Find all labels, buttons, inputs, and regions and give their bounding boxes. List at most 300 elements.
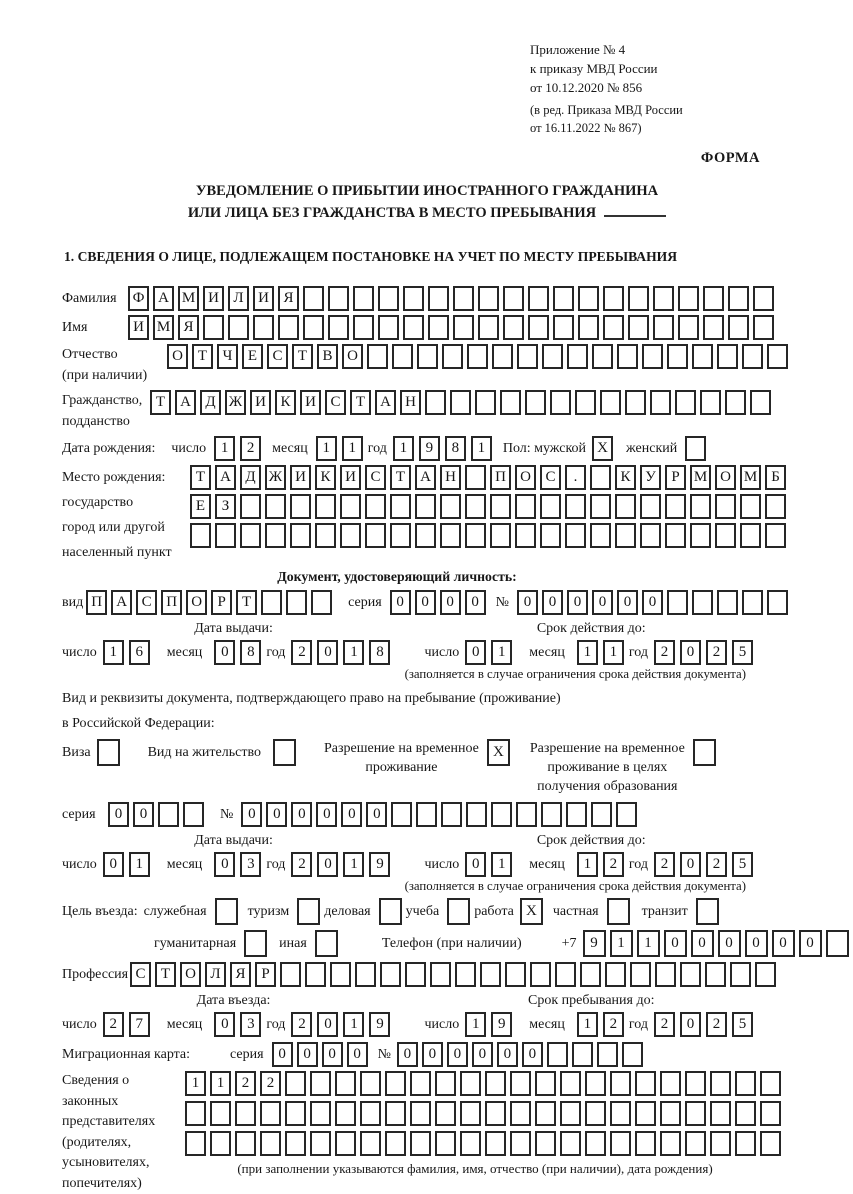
char-cell[interactable]: 6 xyxy=(129,640,150,665)
char-cell[interactable]: 2 xyxy=(706,1012,727,1037)
char-cell[interactable] xyxy=(572,1042,593,1067)
char-cell[interactable]: И xyxy=(250,390,271,415)
char-cell[interactable]: О xyxy=(515,465,536,490)
char-cell[interactable] xyxy=(403,286,424,311)
char-cell[interactable] xyxy=(578,315,599,340)
char-cell[interactable]: Т xyxy=(292,344,313,369)
char-cell[interactable] xyxy=(660,1101,681,1126)
char-cell[interactable] xyxy=(535,1101,556,1126)
char-cell[interactable] xyxy=(280,962,301,987)
char-cell[interactable] xyxy=(303,286,324,311)
char-cell[interactable] xyxy=(667,590,688,615)
char-cell[interactable]: 3 xyxy=(240,852,261,877)
char-cell[interactable]: 0 xyxy=(347,1042,368,1067)
char-cell[interactable]: 1 xyxy=(491,640,512,665)
char-cell[interactable] xyxy=(692,590,713,615)
char-cell[interactable]: И xyxy=(300,390,321,415)
char-cell[interactable]: К xyxy=(615,465,636,490)
char-cell[interactable] xyxy=(328,286,349,311)
char-cell[interactable]: 0 xyxy=(214,1012,235,1037)
char-cell[interactable] xyxy=(278,315,299,340)
char-cell[interactable]: 0 xyxy=(465,640,486,665)
char-cell[interactable] xyxy=(315,523,336,548)
char-cell[interactable] xyxy=(415,494,436,519)
char-cell[interactable] xyxy=(391,802,412,827)
char-cell[interactable] xyxy=(585,1071,606,1096)
char-cell[interactable] xyxy=(379,898,402,925)
char-cell[interactable]: Л xyxy=(228,286,249,311)
char-cell[interactable]: С xyxy=(136,590,157,615)
char-cell[interactable] xyxy=(465,465,486,490)
char-cell[interactable]: У xyxy=(640,465,661,490)
char-cell[interactable] xyxy=(390,494,411,519)
char-cell[interactable] xyxy=(740,523,761,548)
char-cell[interactable] xyxy=(435,1131,456,1156)
char-cell[interactable]: А xyxy=(375,390,396,415)
char-cell[interactable]: Е xyxy=(242,344,263,369)
char-cell[interactable] xyxy=(305,962,326,987)
char-cell[interactable]: 3 xyxy=(240,1012,261,1037)
char-cell[interactable]: Д xyxy=(240,465,261,490)
char-cell[interactable] xyxy=(367,344,388,369)
char-cell[interactable] xyxy=(640,494,661,519)
char-cell[interactable] xyxy=(550,390,571,415)
char-cell[interactable] xyxy=(285,1131,306,1156)
char-cell[interactable]: 5 xyxy=(732,852,753,877)
char-cell[interactable] xyxy=(447,898,470,925)
char-cell[interactable]: 2 xyxy=(240,436,261,461)
char-cell[interactable]: А xyxy=(175,390,196,415)
char-cell[interactable] xyxy=(385,1101,406,1126)
char-cell[interactable] xyxy=(826,930,849,957)
char-cell[interactable] xyxy=(710,1131,731,1156)
char-cell[interactable] xyxy=(503,315,524,340)
char-cell[interactable]: 0 xyxy=(617,590,638,615)
char-cell[interactable] xyxy=(728,315,749,340)
char-cell[interactable]: 0 xyxy=(397,1042,418,1067)
char-cell[interactable] xyxy=(585,1101,606,1126)
char-cell[interactable] xyxy=(725,390,746,415)
char-cell[interactable]: 9 xyxy=(491,1012,512,1037)
char-cell[interactable] xyxy=(547,1042,568,1067)
char-cell[interactable] xyxy=(622,1042,643,1067)
char-cell[interactable] xyxy=(335,1131,356,1156)
char-cell[interactable]: 0 xyxy=(680,852,701,877)
char-cell[interactable] xyxy=(516,802,537,827)
char-cell[interactable] xyxy=(335,1071,356,1096)
char-cell[interactable]: 1 xyxy=(577,640,598,665)
char-cell[interactable] xyxy=(235,1101,256,1126)
char-cell[interactable] xyxy=(425,390,446,415)
char-cell[interactable] xyxy=(353,315,374,340)
char-cell[interactable]: 2 xyxy=(291,852,312,877)
char-cell[interactable] xyxy=(466,802,487,827)
char-cell[interactable] xyxy=(617,344,638,369)
char-cell[interactable]: З xyxy=(215,494,236,519)
char-cell[interactable] xyxy=(530,962,551,987)
char-cell[interactable] xyxy=(311,590,332,615)
char-cell[interactable]: 0 xyxy=(522,1042,543,1067)
char-cell[interactable]: 0 xyxy=(542,590,563,615)
char-cell[interactable] xyxy=(592,344,613,369)
char-cell[interactable] xyxy=(215,898,238,925)
char-cell[interactable] xyxy=(717,590,738,615)
char-cell[interactable]: 0 xyxy=(214,640,235,665)
char-cell[interactable]: . xyxy=(565,465,586,490)
char-cell[interactable]: Т xyxy=(350,390,371,415)
char-cell[interactable] xyxy=(600,390,621,415)
char-cell[interactable]: Я xyxy=(278,286,299,311)
char-cell[interactable] xyxy=(603,286,624,311)
char-cell[interactable] xyxy=(567,344,588,369)
char-cell[interactable] xyxy=(440,523,461,548)
char-cell[interactable] xyxy=(653,315,674,340)
char-cell[interactable] xyxy=(750,390,771,415)
char-cell[interactable] xyxy=(428,315,449,340)
char-cell[interactable]: Д xyxy=(200,390,221,415)
char-cell[interactable] xyxy=(442,344,463,369)
char-cell[interactable]: 2 xyxy=(706,852,727,877)
char-cell[interactable]: 1 xyxy=(316,436,337,461)
char-cell[interactable]: С xyxy=(267,344,288,369)
char-cell[interactable] xyxy=(635,1131,656,1156)
char-cell[interactable] xyxy=(215,523,236,548)
char-cell[interactable] xyxy=(655,962,676,987)
char-cell[interactable]: 0 xyxy=(642,590,663,615)
char-cell[interactable]: О xyxy=(715,465,736,490)
char-cell[interactable] xyxy=(510,1071,531,1096)
char-cell[interactable]: 1 xyxy=(185,1071,206,1096)
char-cell[interactable] xyxy=(285,1101,306,1126)
char-cell[interactable]: 2 xyxy=(654,1012,675,1037)
char-cell[interactable] xyxy=(625,390,646,415)
char-cell[interactable] xyxy=(190,523,211,548)
char-cell[interactable] xyxy=(265,494,286,519)
char-cell[interactable] xyxy=(675,390,696,415)
char-cell[interactable]: И xyxy=(128,315,149,340)
char-cell[interactable] xyxy=(392,344,413,369)
char-cell[interactable] xyxy=(542,344,563,369)
char-cell[interactable]: И xyxy=(290,465,311,490)
char-cell[interactable] xyxy=(767,344,788,369)
char-cell[interactable] xyxy=(678,315,699,340)
char-cell[interactable] xyxy=(635,1071,656,1096)
char-cell[interactable]: Т xyxy=(190,465,211,490)
char-cell[interactable] xyxy=(607,898,630,925)
char-cell[interactable] xyxy=(340,494,361,519)
char-cell[interactable]: 1 xyxy=(343,1012,364,1037)
char-cell[interactable] xyxy=(590,465,611,490)
char-cell[interactable] xyxy=(360,1071,381,1096)
char-cell[interactable]: Ф xyxy=(128,286,149,311)
char-cell[interactable]: 5 xyxy=(732,1012,753,1037)
char-cell[interactable]: 0 xyxy=(103,852,124,877)
char-cell[interactable]: М xyxy=(153,315,174,340)
char-cell[interactable] xyxy=(491,802,512,827)
char-cell[interactable] xyxy=(260,1131,281,1156)
char-cell[interactable] xyxy=(685,436,706,461)
char-cell[interactable] xyxy=(235,1131,256,1156)
char-cell[interactable] xyxy=(565,494,586,519)
char-cell[interactable]: К xyxy=(275,390,296,415)
char-cell[interactable]: 0 xyxy=(472,1042,493,1067)
char-cell[interactable] xyxy=(605,962,626,987)
char-cell[interactable]: Я xyxy=(230,962,251,987)
char-cell[interactable]: А xyxy=(415,465,436,490)
char-cell[interactable] xyxy=(240,523,261,548)
char-cell[interactable] xyxy=(591,802,612,827)
char-cell[interactable]: X xyxy=(487,739,510,766)
char-cell[interactable] xyxy=(560,1071,581,1096)
char-cell[interactable]: 1 xyxy=(610,930,633,957)
char-cell[interactable] xyxy=(560,1101,581,1126)
char-cell[interactable]: Т xyxy=(192,344,213,369)
char-cell[interactable] xyxy=(597,1042,618,1067)
char-cell[interactable] xyxy=(755,962,776,987)
char-cell[interactable] xyxy=(528,315,549,340)
char-cell[interactable]: 0 xyxy=(664,930,687,957)
char-cell[interactable] xyxy=(380,962,401,987)
char-cell[interactable] xyxy=(715,523,736,548)
char-cell[interactable] xyxy=(650,390,671,415)
char-cell[interactable]: О xyxy=(342,344,363,369)
char-cell[interactable] xyxy=(685,1131,706,1156)
char-cell[interactable] xyxy=(665,494,686,519)
char-cell[interactable] xyxy=(753,286,774,311)
char-cell[interactable]: 0 xyxy=(291,802,312,827)
char-cell[interactable] xyxy=(273,739,296,766)
char-cell[interactable] xyxy=(560,1131,581,1156)
char-cell[interactable]: 2 xyxy=(291,640,312,665)
char-cell[interactable] xyxy=(690,494,711,519)
char-cell[interactable] xyxy=(435,1101,456,1126)
char-cell[interactable] xyxy=(678,286,699,311)
char-cell[interactable] xyxy=(540,523,561,548)
char-cell[interactable]: 0 xyxy=(317,1012,338,1037)
char-cell[interactable] xyxy=(715,494,736,519)
char-cell[interactable] xyxy=(635,1101,656,1126)
char-cell[interactable] xyxy=(703,315,724,340)
char-cell[interactable]: 2 xyxy=(706,640,727,665)
char-cell[interactable] xyxy=(640,523,661,548)
char-cell[interactable] xyxy=(440,494,461,519)
char-cell[interactable]: 0 xyxy=(465,852,486,877)
char-cell[interactable] xyxy=(500,390,521,415)
char-cell[interactable] xyxy=(453,286,474,311)
char-cell[interactable]: 0 xyxy=(214,852,235,877)
char-cell[interactable] xyxy=(760,1131,781,1156)
char-cell[interactable] xyxy=(653,286,674,311)
char-cell[interactable] xyxy=(475,390,496,415)
char-cell[interactable]: 1 xyxy=(637,930,660,957)
char-cell[interactable] xyxy=(315,494,336,519)
char-cell[interactable]: 2 xyxy=(103,1012,124,1037)
char-cell[interactable] xyxy=(565,523,586,548)
char-cell[interactable]: 0 xyxy=(415,590,436,615)
char-cell[interactable]: 1 xyxy=(342,436,363,461)
char-cell[interactable]: 1 xyxy=(603,640,624,665)
char-cell[interactable] xyxy=(286,590,307,615)
char-cell[interactable] xyxy=(261,590,282,615)
char-cell[interactable] xyxy=(700,390,721,415)
char-cell[interactable] xyxy=(353,286,374,311)
char-cell[interactable] xyxy=(735,1131,756,1156)
char-cell[interactable]: М xyxy=(740,465,761,490)
char-cell[interactable]: 1 xyxy=(210,1071,231,1096)
char-cell[interactable] xyxy=(710,1071,731,1096)
char-cell[interactable] xyxy=(428,286,449,311)
char-cell[interactable]: 7 xyxy=(129,1012,150,1037)
char-cell[interactable] xyxy=(510,1101,531,1126)
char-cell[interactable] xyxy=(360,1131,381,1156)
char-cell[interactable]: 0 xyxy=(691,930,714,957)
char-cell[interactable] xyxy=(467,344,488,369)
char-cell[interactable]: 0 xyxy=(272,1042,293,1067)
char-cell[interactable] xyxy=(740,494,761,519)
char-cell[interactable]: В xyxy=(317,344,338,369)
char-cell[interactable]: 0 xyxy=(517,590,538,615)
char-cell[interactable]: О xyxy=(167,344,188,369)
char-cell[interactable] xyxy=(710,1101,731,1126)
char-cell[interactable] xyxy=(696,898,719,925)
char-cell[interactable] xyxy=(767,590,788,615)
char-cell[interactable]: 1 xyxy=(129,852,150,877)
char-cell[interactable] xyxy=(185,1131,206,1156)
char-cell[interactable]: 0 xyxy=(317,852,338,877)
char-cell[interactable]: 2 xyxy=(260,1071,281,1096)
char-cell[interactable] xyxy=(417,344,438,369)
char-cell[interactable] xyxy=(553,315,574,340)
char-cell[interactable]: Р xyxy=(211,590,232,615)
char-cell[interactable] xyxy=(610,1101,631,1126)
char-cell[interactable] xyxy=(240,494,261,519)
char-cell[interactable]: 0 xyxy=(745,930,768,957)
char-cell[interactable] xyxy=(310,1071,331,1096)
char-cell[interactable]: А xyxy=(153,286,174,311)
char-cell[interactable] xyxy=(760,1101,781,1126)
char-cell[interactable] xyxy=(253,315,274,340)
char-cell[interactable]: П xyxy=(490,465,511,490)
char-cell[interactable] xyxy=(705,962,726,987)
char-cell[interactable]: Ж xyxy=(265,465,286,490)
char-cell[interactable] xyxy=(415,523,436,548)
char-cell[interactable]: О xyxy=(186,590,207,615)
char-cell[interactable]: 0 xyxy=(266,802,287,827)
char-cell[interactable]: 5 xyxy=(732,640,753,665)
char-cell[interactable]: Л xyxy=(205,962,226,987)
char-cell[interactable] xyxy=(692,344,713,369)
char-cell[interactable] xyxy=(760,1071,781,1096)
char-cell[interactable] xyxy=(285,1071,306,1096)
char-cell[interactable] xyxy=(416,802,437,827)
char-cell[interactable] xyxy=(450,390,471,415)
char-cell[interactable] xyxy=(490,523,511,548)
char-cell[interactable]: 9 xyxy=(369,852,390,877)
char-cell[interactable]: А xyxy=(111,590,132,615)
char-cell[interactable]: Я xyxy=(178,315,199,340)
char-cell[interactable] xyxy=(410,1131,431,1156)
char-cell[interactable] xyxy=(430,962,451,987)
char-cell[interactable] xyxy=(535,1071,556,1096)
char-cell[interactable]: 0 xyxy=(366,802,387,827)
char-cell[interactable] xyxy=(485,1101,506,1126)
char-cell[interactable] xyxy=(515,523,536,548)
char-cell[interactable]: 1 xyxy=(343,640,364,665)
char-cell[interactable] xyxy=(505,962,526,987)
char-cell[interactable]: 1 xyxy=(577,852,598,877)
char-cell[interactable] xyxy=(478,286,499,311)
char-cell[interactable] xyxy=(435,1071,456,1096)
char-cell[interactable]: С xyxy=(365,465,386,490)
char-cell[interactable] xyxy=(478,315,499,340)
char-cell[interactable] xyxy=(742,344,763,369)
char-cell[interactable] xyxy=(365,523,386,548)
char-cell[interactable]: 1 xyxy=(343,852,364,877)
char-cell[interactable] xyxy=(355,962,376,987)
char-cell[interactable] xyxy=(460,1131,481,1156)
char-cell[interactable] xyxy=(183,802,204,827)
char-cell[interactable]: М xyxy=(690,465,711,490)
char-cell[interactable] xyxy=(525,390,546,415)
char-cell[interactable]: Т xyxy=(236,590,257,615)
char-cell[interactable] xyxy=(717,344,738,369)
char-cell[interactable] xyxy=(628,315,649,340)
char-cell[interactable]: П xyxy=(161,590,182,615)
char-cell[interactable] xyxy=(540,494,561,519)
char-cell[interactable] xyxy=(603,315,624,340)
char-cell[interactable] xyxy=(410,1101,431,1126)
char-cell[interactable] xyxy=(575,390,596,415)
char-cell[interactable] xyxy=(385,1071,406,1096)
char-cell[interactable] xyxy=(765,523,786,548)
char-cell[interactable] xyxy=(590,523,611,548)
char-cell[interactable] xyxy=(303,315,324,340)
char-cell[interactable] xyxy=(310,1131,331,1156)
char-cell[interactable] xyxy=(260,1101,281,1126)
char-cell[interactable]: X xyxy=(592,436,613,461)
char-cell[interactable]: Р xyxy=(255,962,276,987)
char-cell[interactable]: 9 xyxy=(583,930,606,957)
char-cell[interactable] xyxy=(553,286,574,311)
char-cell[interactable] xyxy=(340,523,361,548)
char-cell[interactable] xyxy=(328,315,349,340)
char-cell[interactable] xyxy=(390,523,411,548)
char-cell[interactable]: 0 xyxy=(680,1012,701,1037)
char-cell[interactable] xyxy=(566,802,587,827)
char-cell[interactable] xyxy=(290,494,311,519)
char-cell[interactable] xyxy=(628,286,649,311)
char-cell[interactable]: О xyxy=(180,962,201,987)
char-cell[interactable] xyxy=(297,898,320,925)
char-cell[interactable] xyxy=(410,1071,431,1096)
char-cell[interactable] xyxy=(244,930,267,957)
char-cell[interactable]: И xyxy=(340,465,361,490)
char-cell[interactable] xyxy=(667,344,688,369)
char-cell[interactable] xyxy=(378,286,399,311)
char-cell[interactable] xyxy=(455,962,476,987)
char-cell[interactable]: 9 xyxy=(419,436,440,461)
char-cell[interactable] xyxy=(517,344,538,369)
char-cell[interactable]: 0 xyxy=(465,590,486,615)
char-cell[interactable] xyxy=(228,315,249,340)
char-cell[interactable]: 0 xyxy=(799,930,822,957)
char-cell[interactable] xyxy=(590,494,611,519)
char-cell[interactable] xyxy=(485,1071,506,1096)
char-cell[interactable]: Ж xyxy=(225,390,246,415)
char-cell[interactable]: М xyxy=(178,286,199,311)
char-cell[interactable]: 2 xyxy=(235,1071,256,1096)
char-cell[interactable] xyxy=(693,739,716,766)
